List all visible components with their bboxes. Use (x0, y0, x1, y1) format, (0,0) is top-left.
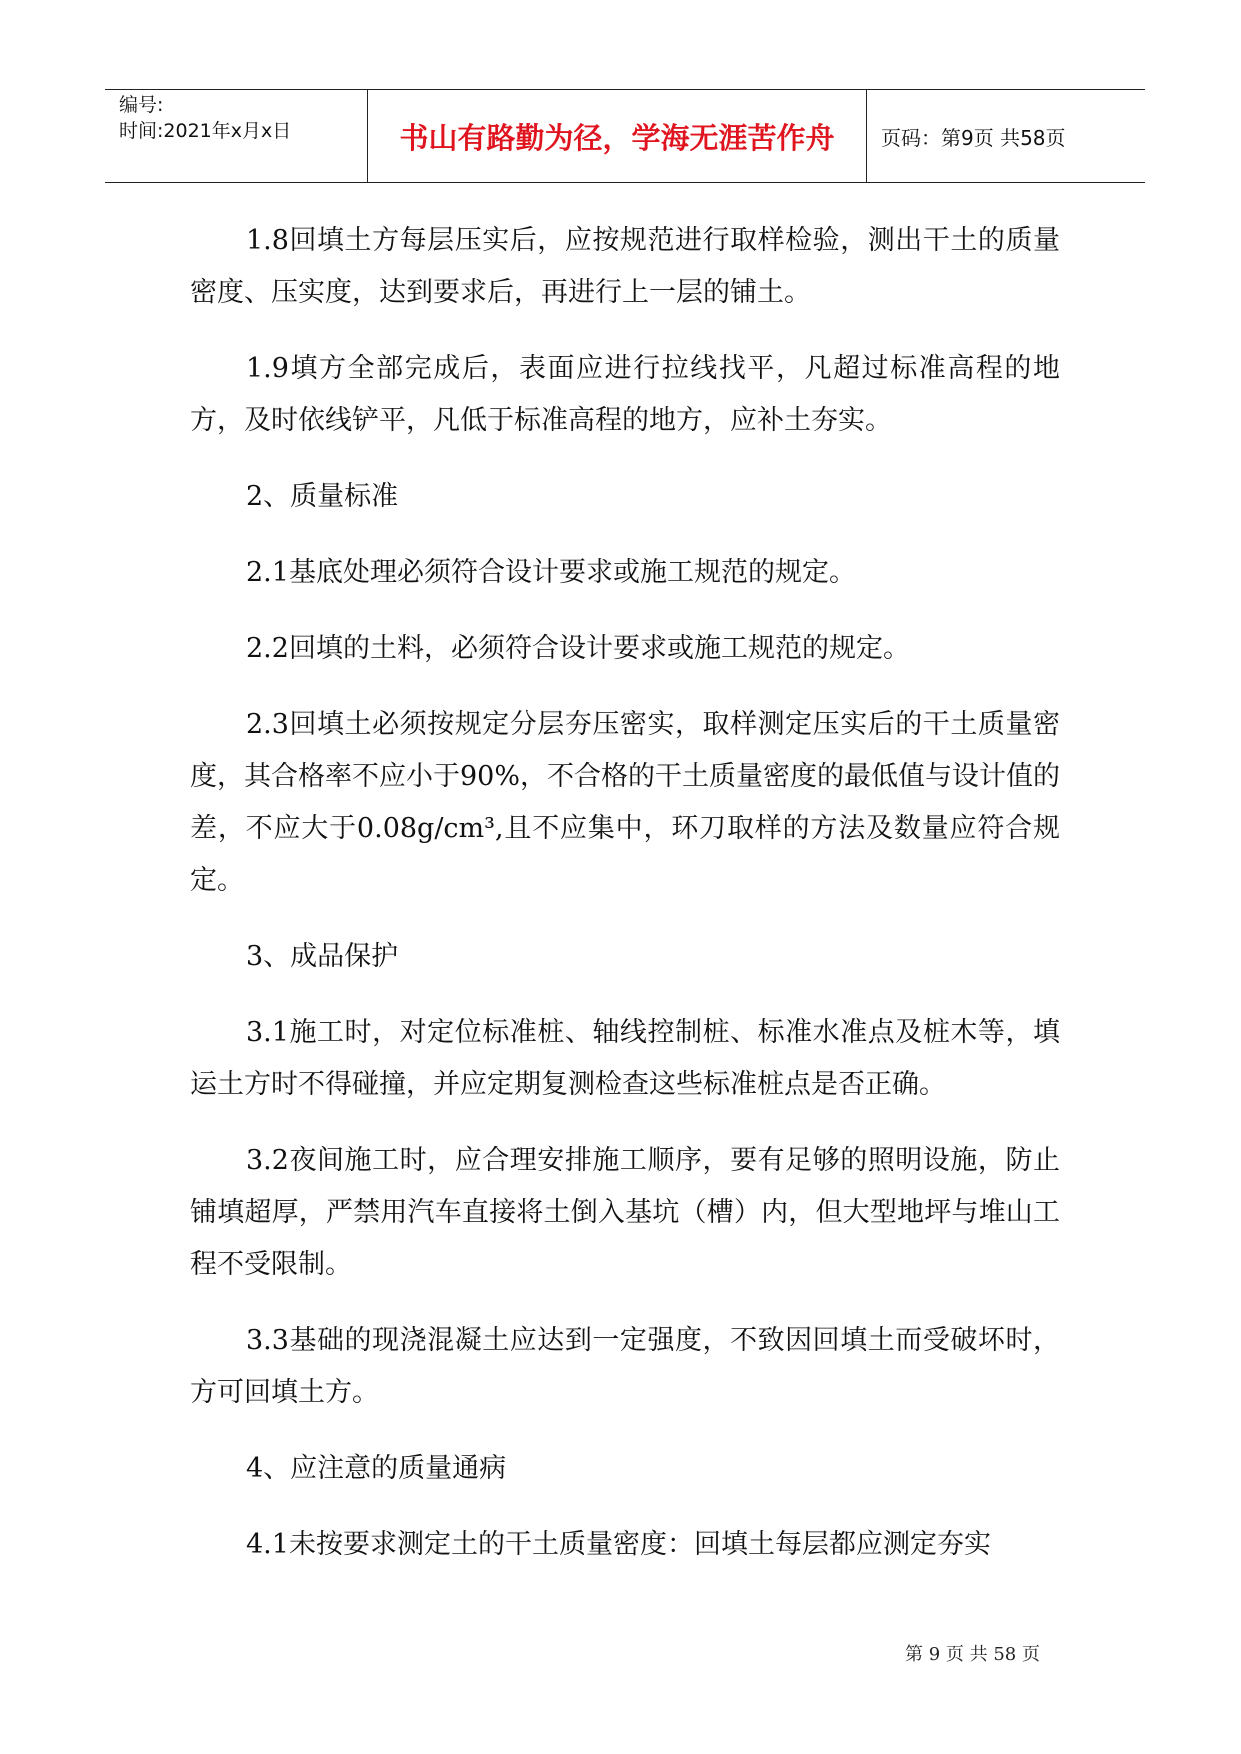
paragraph: 1.9填方全部完成后，表面应进行拉线找平，凡超过标准高程的地方，及时依线铲平，凡低于标准高程的地方，应补土夯实。 (190, 353, 1060, 436)
document-number-label: 编号: (119, 94, 164, 116)
paragraph: 2.2回填的土料，必须符合设计要求或施工规范的规定。 (246, 633, 910, 664)
header-motto: 书山有路勤为径，学海无涯苦作舟 (368, 90, 867, 182)
document-time-label: 时间:2021年x月x日 (119, 120, 292, 142)
section-heading: 2、质量标准 (246, 481, 399, 512)
section-heading: 4、应注意的质量通病 (246, 1453, 507, 1484)
paragraph: 3.1施工时，对定位标准桩、轴线控制桩、标准水准点及桩木等，填运土方时不得碰撞，并应定期复测检查这些标准桩点是否正确。 (190, 1017, 1060, 1100)
document-body (190, 215, 1060, 1595)
page-footer: 第 9 页 共 58 页 (905, 1644, 1040, 1665)
paragraph: 2.3回填土必须按规定分层夯压密实，取样测定压实后的干土质量密度，其合格率不应小于90%，不合格的干土质量密度的最低值与设计值的差，不应大于0.08g/cm³,且不应集中，环刀取样的方法及数量应符合规定。 (190, 709, 1061, 896)
document-header (105, 89, 1145, 183)
paragraph: 1.8回填土方每层压实后，应按规范进行取样检验，测出干土的质量密度、压实度，达到要求后，再进行上一层的铺土。 (190, 225, 1060, 308)
paragraph: 3.2夜间施工时，应合理安排施工顺序，要有足够的照明设施，防止铺填超厚，严禁用汽车直接将土倒入基坑（槽）内，但大型地坪与堆山工程不受限制。 (190, 1145, 1060, 1280)
paragraph: 2.1基底处理必须符合设计要求或施工规范的规定。 (246, 557, 856, 588)
paragraph: 3.3基础的现浇混凝土应达到一定强度，不致因回填土而受破坏时，方可回填土方。 (190, 1325, 1060, 1408)
paragraph: 4.1未按要求测定土的干土质量密度：回填土每层都应测定夯实 (246, 1529, 991, 1560)
section-heading: 3、成品保护 (246, 941, 399, 972)
header-meta (105, 90, 368, 182)
header-page-info: 页码：第9页 共58页 (881, 125, 1066, 150)
